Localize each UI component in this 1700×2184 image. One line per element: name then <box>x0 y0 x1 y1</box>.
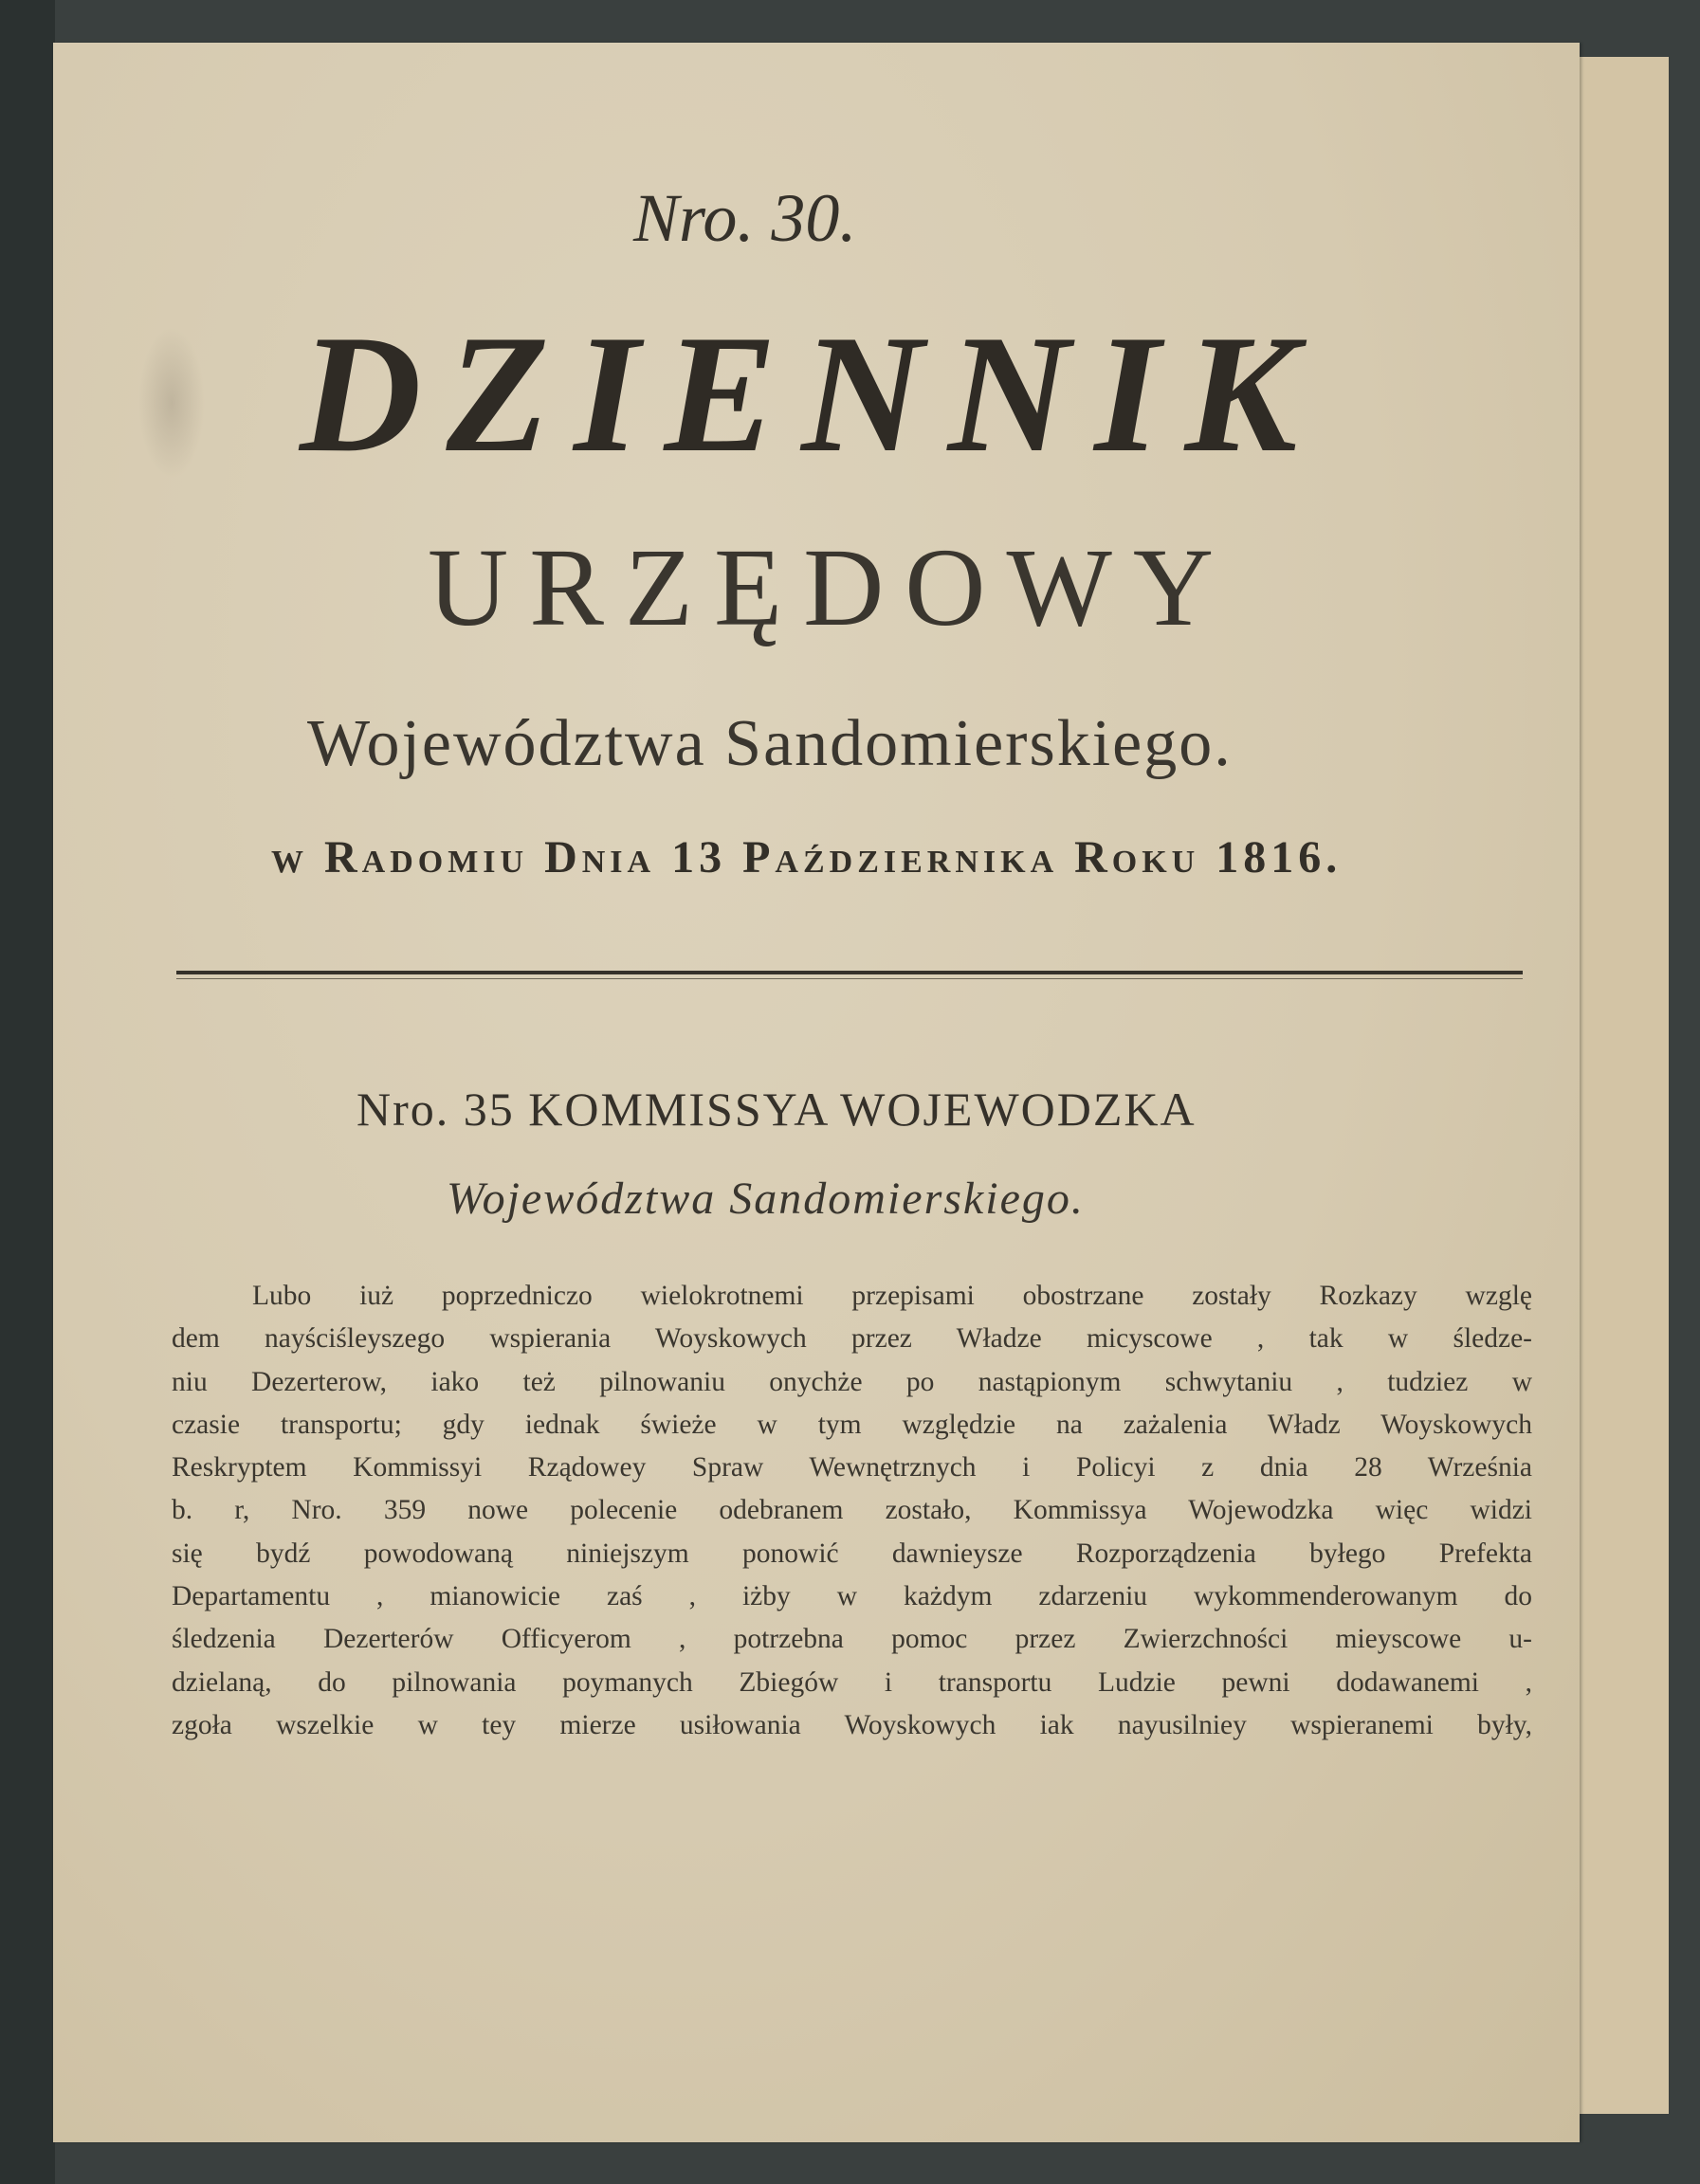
dateline: w Radomiu Dnia 13 Października Roku 1816. <box>271 832 1343 883</box>
scan-border-left <box>0 0 55 2184</box>
text-line: zgoła wszelkie w tey mierze usiłowania Woyskowych iak nayusilniey wspieranemi były, <box>172 1709 1532 1740</box>
text-line: Departamentu , mianowicie zaś , iżby w każdym zdarzeniu wykommenderowanym do <box>172 1581 1532 1612</box>
text-line: dzielaną, do pilnowania poymanych Zbiegów i transportu Ludzie pewni dodawanemi , <box>172 1666 1532 1698</box>
text-line: Lubo iuż poprzedniczo wielokrotnemi przepisami obostrzane zostały Rozkazy wzglę <box>252 1281 1532 1311</box>
text-line: Reskryptem Kommissyi Rządowey Spraw Wewnętrznych i Policyi z dnia 28 Września <box>172 1452 1532 1483</box>
section-subheading: Województwa Sandomierskiego. <box>447 1174 1085 1224</box>
text-line: niu Dezerterow, iako też pilnowaniu onychże po nastąpionym schwytaniu , tudziez w <box>172 1366 1532 1397</box>
article-body <box>172 1275 1532 1844</box>
masthead-region: Województwa Sandomierskiego. <box>307 707 1233 780</box>
divider-rule-thin <box>176 978 1523 979</box>
masthead-subtitle: URZĘDOWY <box>428 525 1235 649</box>
ink-smudge <box>138 327 205 479</box>
text-line: czasie transportu; gdy iednak świeże w tym względzie na zażalenia Władz Woyskowych <box>172 1409 1532 1440</box>
issue-number: Nro. 30. <box>633 180 857 256</box>
divider-rule <box>176 971 1523 974</box>
text-line: dem nayściśleyszego wspierania Woyskowych przez Władze micyscowe , tak w śledze- <box>172 1323 1532 1355</box>
masthead-title: DZIENNIK <box>300 300 1323 487</box>
newspaper-page <box>53 43 1580 2142</box>
text-line: się bydź powodowaną niniejszym ponowić dawnieysze Rozporządzenia byłego Prefekta <box>172 1538 1532 1569</box>
section-heading: Nro. 35 KOMMISSYA WOJEWODZKA <box>356 1083 1197 1136</box>
text-line: śledzenia Dezerterów Officyerom , potrzebna pomoc przez Zwierzchności mieyscowe u- <box>172 1624 1532 1655</box>
text-line: b. r, Nro. 359 nowe polecenie odebranem zostało, Kommissya Wojewodzka więc widzi <box>172 1495 1532 1526</box>
